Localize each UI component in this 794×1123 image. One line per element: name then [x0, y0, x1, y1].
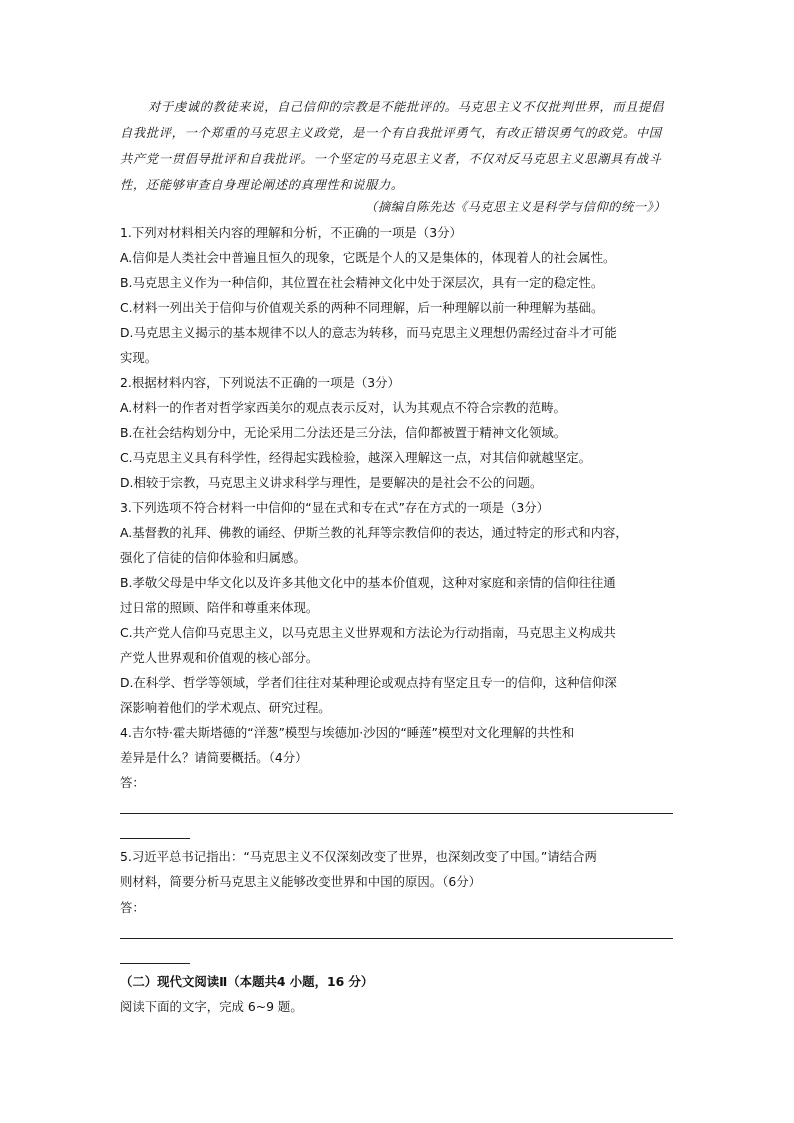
- q2-option-b[interactable]: B.在社会结构划分中，无论采用二分法还是三分法，信仰都被置于精神文化领域。: [120, 425, 567, 440]
- q1-option-d[interactable]: D.马克思主义揭示的基本规律不以人的意志为转移，而马克思主义理想仍需经过奋斗才可能: [120, 325, 617, 340]
- q2-option-a[interactable]: A.材料一的作者对哲学家西美尔的观点表示反对，认为其观点不符合宗教的范畴。: [120, 400, 566, 415]
- q2-stem: 2.根据材料内容，下列说法不正确的一项是（3分）: [120, 375, 400, 390]
- q1-option-a[interactable]: A.信仰是人类社会中普遍且恒久的现象，它既是个人的又是集体的，体现着人的社会属性。: [120, 250, 616, 265]
- passage-text: 对于虔诚的教徒来说，自己信仰的宗教是不能批评的。马克思主义不仅批判世界，而且提倡自我批评，一个郑重的马克思主义政党，是一个有自我批评勇气，有改正错误勇气的政党。中国共产党一贯倡导批评和自我批评。一个坚定的马克思主义者，不仅对反马克思主义思潮具有战斗性，还能够审查自身理论阐述的真理性和说服力。: [120, 100, 664, 192]
- q4-answer-line-short[interactable]: [120, 838, 190, 839]
- q3-option-b-cont: 过日常的照顾、陪伴和尊重来体现。: [120, 600, 319, 615]
- q4-stem-cont: 差异是什么？请简要概括。（4分）: [120, 750, 308, 765]
- passage-source: （摘编自陈先达《马克思主义是科学与信仰的统一》）: [365, 200, 666, 214]
- q3-option-a-cont: 强化了信徒的信仰体验和归属感。: [120, 550, 306, 565]
- q1-stem: 1.下列对材料相关内容的理解和分析，不正确的一项是（3分）: [120, 225, 462, 240]
- passage-paragraph: [120, 94, 674, 198]
- q5-answer-line[interactable]: [120, 938, 673, 939]
- q3-option-c-cont: 产党人世界观和价值观的核心部分。: [120, 650, 319, 665]
- q5-stem-cont: 则材料，简要分析马克思主义能够改变世界和中国的原因。（6分）: [120, 874, 482, 889]
- q3-option-c[interactable]: C.共产党人信仰马克思主义，以马克思主义世界观和方法论为行动指南，马克思主义构成共: [120, 625, 616, 640]
- q4-stem: 4.吉尔特·霍夫斯塔德的“洋葱”模型与埃德加·沙因的“睡莲”模型对文化理解的共性和: [120, 725, 575, 740]
- q1-option-b[interactable]: B.马克思主义作为一种信仰，其位置在社会精神文化中处于深层次，具有一定的稳定性。: [120, 275, 604, 290]
- q4-answer-line[interactable]: [120, 813, 673, 814]
- q1-option-d-cont: 实现。: [120, 350, 158, 365]
- section-instruction: 阅读下面的文字，完成 6~9 题。: [120, 999, 303, 1014]
- q2-option-d[interactable]: D.相较于宗教，马克思主义讲求科学与理性，是要解决的是社会不公的问题。: [120, 475, 543, 490]
- q1-option-c[interactable]: C.材料一列出关于信仰与价值观关系的两种不同理解，后一种理解以前一种理解为基础。: [120, 300, 604, 315]
- q3-option-d-cont: 深影响着他们的学术观点、研究过程。: [120, 700, 331, 715]
- q3-option-d[interactable]: D.在科学、哲学等领域，学者们往往对某种理论或观点持有坚定且专一的信仰，这种信仰深: [120, 675, 617, 690]
- q5-answer-line-short[interactable]: [120, 963, 190, 964]
- q2-option-c[interactable]: C.马克思主义具有科学性，经得起实践检验，越深入理解这一点，对其信仰就越坚定。: [120, 450, 592, 465]
- q5-answer-label: 答：: [120, 900, 145, 915]
- q4-answer-label: 答：: [120, 775, 145, 790]
- q3-option-a[interactable]: A.基督教的礼拜、佛教的诵经、伊斯兰教的礼拜等宗教信仰的表达，通过特定的形式和内容，: [120, 525, 628, 540]
- q3-option-b[interactable]: B.孝敬父母是中华文化以及许多其他文化中的基本价值观，这种对家庭和亲情的信仰往往通: [120, 575, 616, 590]
- q5-stem: 5.习近平总书记指出：“马克思主义不仅深刻改变了世界，也深刻改变了中国。”请结合两: [120, 849, 597, 864]
- q3-stem: 3.下列选项不符合材料一中信仰的“显在式和专在式”存在方式的一项是（3分）: [120, 500, 550, 515]
- section-heading: （二）现代文阅读Ⅱ（本题共4 小题，16 分）: [120, 974, 374, 989]
